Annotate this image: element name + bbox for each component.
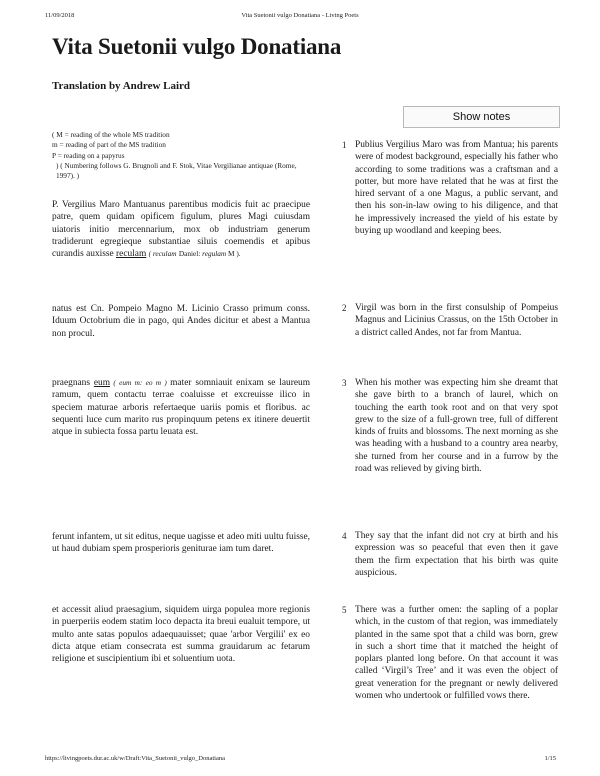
latin-paragraph-2: natus est Cn. Pompeio Magno M. Licinio Crasso primum conss. Iduum Octobrium die in pago, qui Andes dicitur et abest a Mantua non procul. bbox=[52, 304, 310, 339]
section-number: 4 bbox=[342, 531, 347, 541]
section-number: 1 bbox=[342, 140, 347, 150]
english-paragraph-4: They say that the infant did not cry at birth and his expression was so peaceful that even then it gave them the firm expectation that his birth was quite auspicious. bbox=[355, 531, 558, 578]
legend-line: P = reading on a papyrus bbox=[52, 150, 125, 160]
variant-link-eum[interactable]: eum bbox=[93, 378, 111, 388]
section-number: 2 bbox=[342, 303, 347, 313]
show-notes-button[interactable]: Show notes bbox=[403, 106, 560, 128]
legend-line: ( M = reading of the whole MS tradition bbox=[52, 130, 170, 139]
english-paragraph-5: There was a further omen: the sapling of a poplar which, in the custom of that region, was immediately planted in the same spot that a child was born, grew in such a short time that it matched the height of poplars planted long before. On that account it was called ‘Virgil’s Tree’ and it was even the object of great veneration for the pregnant or newly delivered women who undertook or fulfilled vows there. bbox=[355, 605, 558, 702]
english-paragraph-2: Virgil was born in the first consulship of Pompeius Magnus and Licinius Crassus, on the 15th October in a district called Andes, not far from Mantua. bbox=[355, 303, 558, 338]
english-paragraph-1: Publius Vergilius Maro was from Mantua; his parents were of modest background, especially his father who according to some traditions was a craftsman and a potter, but more have related that he was at first the hired servant of a one Magus, a public servant, and then his son-in-law owing to his diligence, and that he impressively increased the yield of his estate by buying up woodland and keeping bees. bbox=[355, 140, 558, 237]
apparatus-note: regulam bbox=[202, 249, 227, 259]
sigla-legend bbox=[52, 130, 312, 181]
apparatus-note: M ). bbox=[226, 249, 241, 259]
latin-paragraph-4: ferunt infantem, ut sit editus, neque uagisse et adeo miti uultu fuisse, ut haud dubiam spem prosperioris geniturae iam tum daret. bbox=[52, 532, 310, 555]
legend-line: m = reading of part of the MS tradition bbox=[52, 140, 166, 150]
latin-paragraph-5: et accessit aliud praesagium, siquidem uirga populea more regionis in puerperiis eodem statim loco depacta ita breui eualuit tempore, ut multo ante satas populos adaequauisset; quae 'arbor Vergilii' ex eo dicta atque etiam consecrata est summa grauidarum ac fetarum religione et suscipientium ibi et soluentium uota. bbox=[52, 605, 310, 665]
print-page-title: Vita Suetonii vulgo Donatiana - Living Poets bbox=[241, 12, 359, 19]
latin-paragraph-3 bbox=[52, 377, 310, 438]
apparatus-note: ( eum m: eo m ) bbox=[110, 378, 171, 387]
print-date: 11/09/2018 bbox=[45, 12, 75, 19]
section-number: 5 bbox=[342, 605, 347, 615]
latin-text: praegnans bbox=[52, 378, 94, 388]
variant-link-reculam[interactable]: reculam bbox=[116, 249, 147, 260]
latin-text: P. Vergilius Maro Mantuanus parentibus modicis fuit ac praecipue patre, quem quidam opificem figulum, plures Magi cuiusdam uiatoris initio mercennarium, mox ob industriam generum tradiderunt egregieque substantiae siluis coemendis et apibus curandis auxisse bbox=[52, 200, 310, 260]
legend-line: ) ( Numbering follows G. Brugnoli and F. Stok, Vitae Vergilianae antiquae (Rome, 1997). ) bbox=[56, 160, 297, 181]
section-number: 3 bbox=[342, 378, 347, 388]
print-page-number: 1/15 bbox=[544, 755, 556, 762]
english-paragraph-3: When his mother was expecting him she dreamt that she gave birth to a branch of laurel, which on touching the earth took root and on that very spot grew to the size of a full-grown tree, full of different kinds of fruits and blossoms. The next morning as she was heading with a husband to a country area nearby, she turned from her course and in a furrow by the road was relieved by giving birth. bbox=[355, 378, 558, 475]
page-title: Vita Suetonii vulgo Donatiana bbox=[52, 34, 342, 59]
print-url: https://livingpoets.dur.ac.uk/w/Draft:Vita_Suetonii_vulgo_Donatiana bbox=[45, 755, 225, 762]
latin-text: mater somniauit enixam se laureum ramum, quem contactu terrae coaluisse et excreuisse ilico in speciem maturae arboris refertaeque uariis pomis et floribus. ac sequenti luce cum marito rus propinquum petens ex itinere deuertit atque in subiecta fossa partu leuata est. bbox=[52, 378, 310, 438]
apparatus-note: ( reculam bbox=[148, 249, 177, 259]
translator-credit: Translation by Andrew Laird bbox=[52, 80, 191, 92]
apparatus-note: Daniel: bbox=[178, 249, 203, 259]
latin-paragraph-1 bbox=[52, 199, 310, 260]
